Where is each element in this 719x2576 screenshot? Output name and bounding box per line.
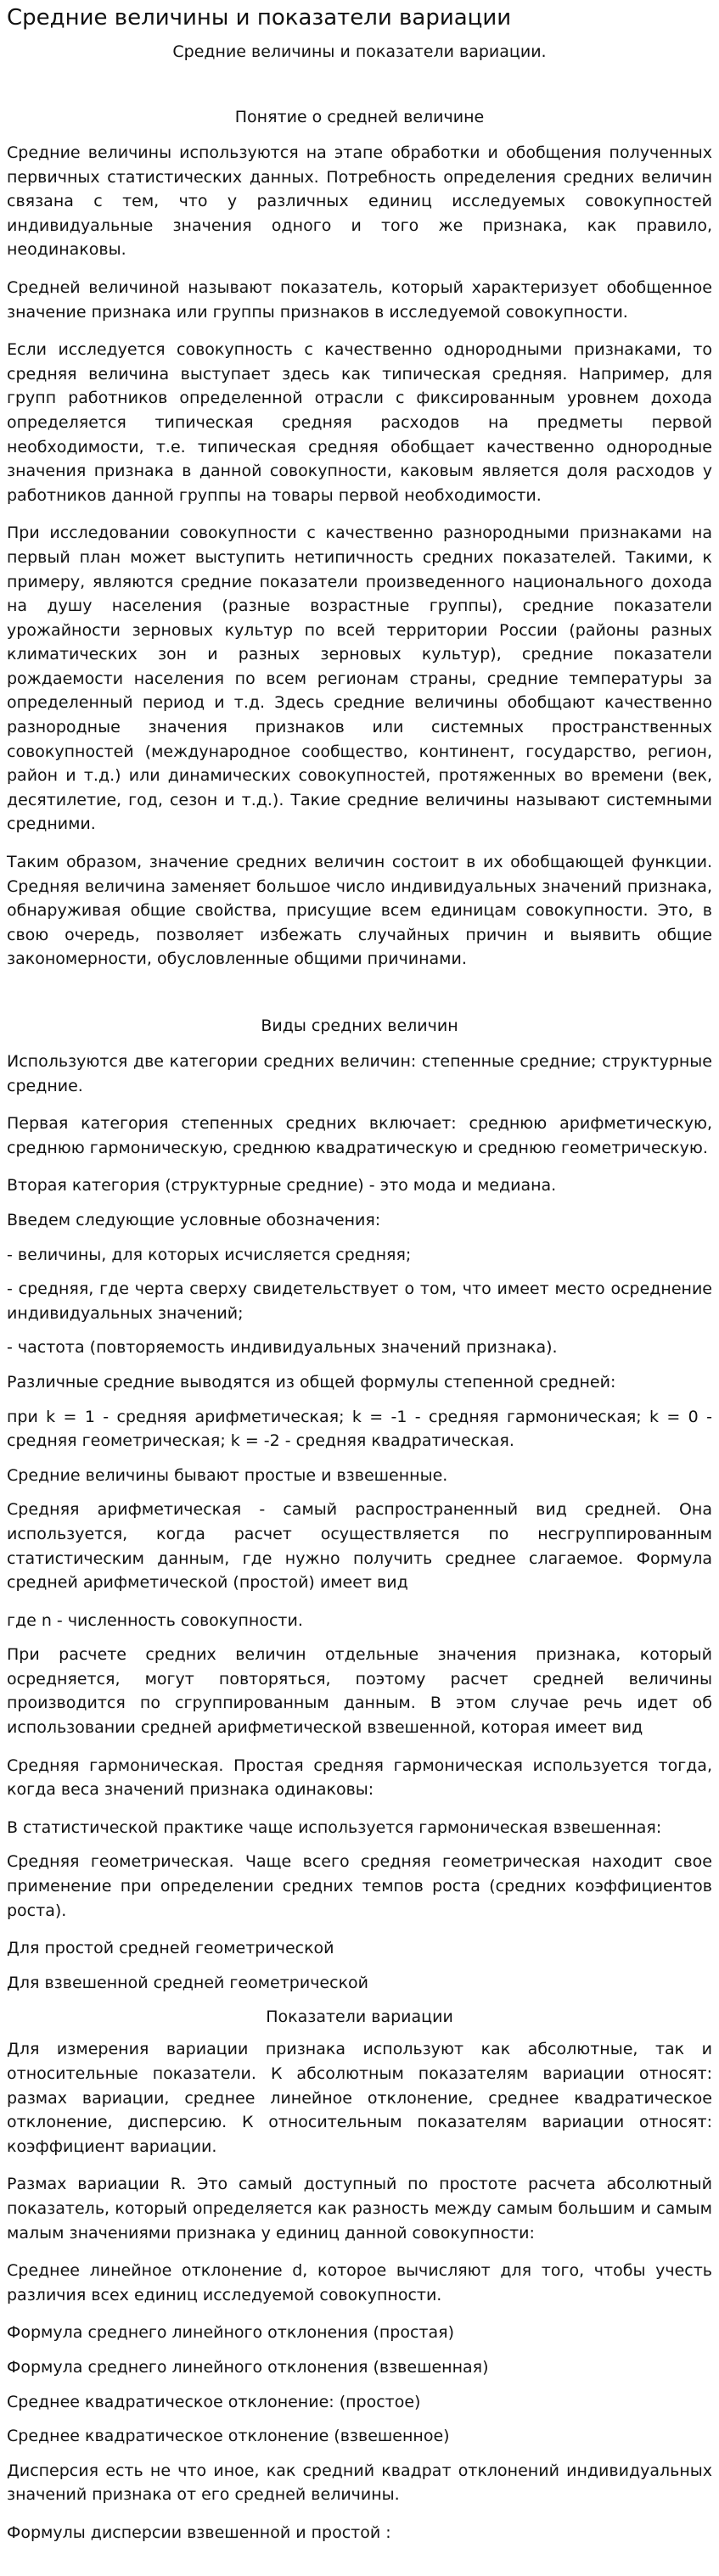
paragraph: Средняя арифметическая - самый распространенный вид средней. Она используется, когда расчет осуществляется по несгруппированным статистическим данным, где нужно получить среднее слагаемое. Формула средней арифметической (простой) имеет вид	[7, 1500, 712, 1593]
paragraph: Для измерения вариации признака используют как абсолютные, так и относительные показатели. К абсолютным показателям вариации относят: размах вариации, среднее линейное отклонение, среднее квадратическое отклонение, дисперсию. К относительным показателям вариации относят: коэффициент вариации.	[7, 2040, 712, 2156]
document-subtitle: Средние величины и показатели вариации.	[172, 42, 547, 61]
paragraph: Формулы дисперсии взвешенной и простой :	[7, 2523, 391, 2542]
paragraph: Если исследуется совокупность с качественно однородными признаками, то средняя величина выступает здесь как типическая средняя. Например, для групп работников определенной отрасли с фиксированным уровнем дохода определяется типическая средняя расходов на предметы первой необходимости, т.е. типическая средняя обобщает качественно однородные значения признака в данной совокупности, каковым является доля расходов у работников данной группы на товары первой необходимости.	[7, 340, 712, 505]
paragraph: Первая категория степенных средних включает: среднюю арифметическую, среднюю гармоническую, среднюю квадратическую и среднюю геометрическую.	[7, 1114, 712, 1157]
paragraph: Среднее линейное отклонение d, которое вычисляют для того, чтобы учесть различия всех единиц исследуемой совокупности.	[7, 2261, 712, 2304]
paragraph: - величины, для которых исчисляется средняя;	[7, 1245, 412, 1264]
paragraph: Формула среднего линейного отклонения (простая)	[7, 2323, 454, 2343]
paragraph: при k = 1 - средняя арифметическая; k = -1 - средняя гармоническая; k = 0 - средняя геометрическая; k = -2 - средняя квадратическая.	[7, 1407, 712, 1451]
paragraph: где n - численность совокупности.	[7, 1610, 303, 1630]
paragraph: Средней величиной называют показатель, который характеризует обобщенное значение признака или группы признаков в исследуемой совокупности.	[7, 277, 712, 322]
paragraph: Введем следующие условные обозначения:	[7, 1210, 381, 1229]
paragraph: Размах вариации R. Это самый доступный по простоте расчета абсолютный показатель, который определяется как разность между самым большим и самым малым значениями признака у единиц данной совокупности:	[7, 2175, 712, 2243]
paragraph: - средняя, где черта сверху свидетельствует о том, что имеет место осреднение индивидуальных значений;	[7, 1280, 712, 1323]
paragraph: При исследовании совокупности с качественно разнородными признаками на первый план может выступить нетипичность средних показателей. Такими, к примеру, являются средние показатели произведенного национального дохода на душу населения (разные возрастные группы), средние показатели урожайности зерновых культур по всей территории России (районы разных климатических зон и разных зерновых культур), средние показатели рождаемости населения по всем регионам страны, средние температуры за определенный период и т.д. Здесь средние величины обобщают качественно разнородные значения признаков или системных пространственных совокупностей (международное сообщество, континент, государство, регион, район и т.д.) или динамических совокупностей, протяженных во времени (век, десятилетие, год, сезон и т.д.). Такие средние величины называют системными средними.	[7, 524, 712, 834]
document-title: Средние величины и показатели вариации	[7, 5, 512, 31]
paragraph: Средняя гармоническая. Простая средняя гармоническая используется тогда, когда веса значений признака одинаковы:	[7, 1756, 712, 1800]
section-heading-average-concept: Понятие о средней величине	[234, 108, 485, 126]
paragraph: В статистической практике чаще используется гармоническая взвешенная:	[7, 1817, 662, 1837]
paragraph: Дисперсия есть не что иное, как средний квадрат отклонений индивидуальных значений признака от его средней величины.	[7, 2461, 712, 2505]
paragraph: Для взвешенной средней геометрической	[7, 1973, 369, 1992]
section-heading-average-types: Виды средних величин	[261, 1016, 458, 1035]
paragraph: - частота (повторяемость индивидуальных значений признака).	[7, 1338, 558, 1358]
paragraph: Формула среднего линейного отклонения (взвешенная)	[7, 2357, 489, 2377]
paragraph: Среднее квадратическое отклонение: (простое)	[7, 2392, 421, 2411]
paragraph: Средняя геометрическая. Чаще всего средняя геометрическая находит свое применение при определении средних темпов роста (средних коэффициентов роста).	[7, 1852, 712, 1920]
section-heading-variation-indicators: Показатели вариации	[266, 2008, 453, 2027]
paragraph: Средние величины бывают простые и взвешенные.	[7, 1465, 448, 1485]
paragraph: Используются две категории средних величин: степенные средние; структурные средние.	[7, 1052, 712, 1095]
paragraph: Средние величины используются на этапе обработки и обобщения полученных первичных статистических данных. Потребность определения средних величин связана с тем, что у различных единиц исследуемых совокупностей индивидуальные значения одного и того же признака, как правило, неодинаковы.	[7, 143, 712, 260]
paragraph: При расчете средних величин отдельные значения признака, который осредняется, могут повторяться, поэтому расчет средней величины производится по сгруппированным данным. В этом случае речь идет об использовании средней арифметической взвешенной, которая имеет вид	[7, 1645, 712, 1738]
paragraph: Таким образом, значение средних величин состоит в их обобщающей функции. Средняя величина заменяет большое число индивидуальных значений признака, обнаруживая общие свойства, присущие всем единицам совокупности. Это, в свою очередь, позволяет избежать случайных причин и выявить общие закономерности, обусловленные общими причинами.	[7, 853, 712, 969]
paragraph: Среднее квадратическое отклонение (взвешенное)	[7, 2427, 450, 2446]
paragraph: Вторая категория (структурные средние) - это мода и медиана.	[7, 1176, 557, 1196]
paragraph: Для простой средней геометрической	[7, 1939, 334, 1958]
paragraph: Различные средние выводятся из общей формулы степенной средней:	[7, 1372, 616, 1392]
